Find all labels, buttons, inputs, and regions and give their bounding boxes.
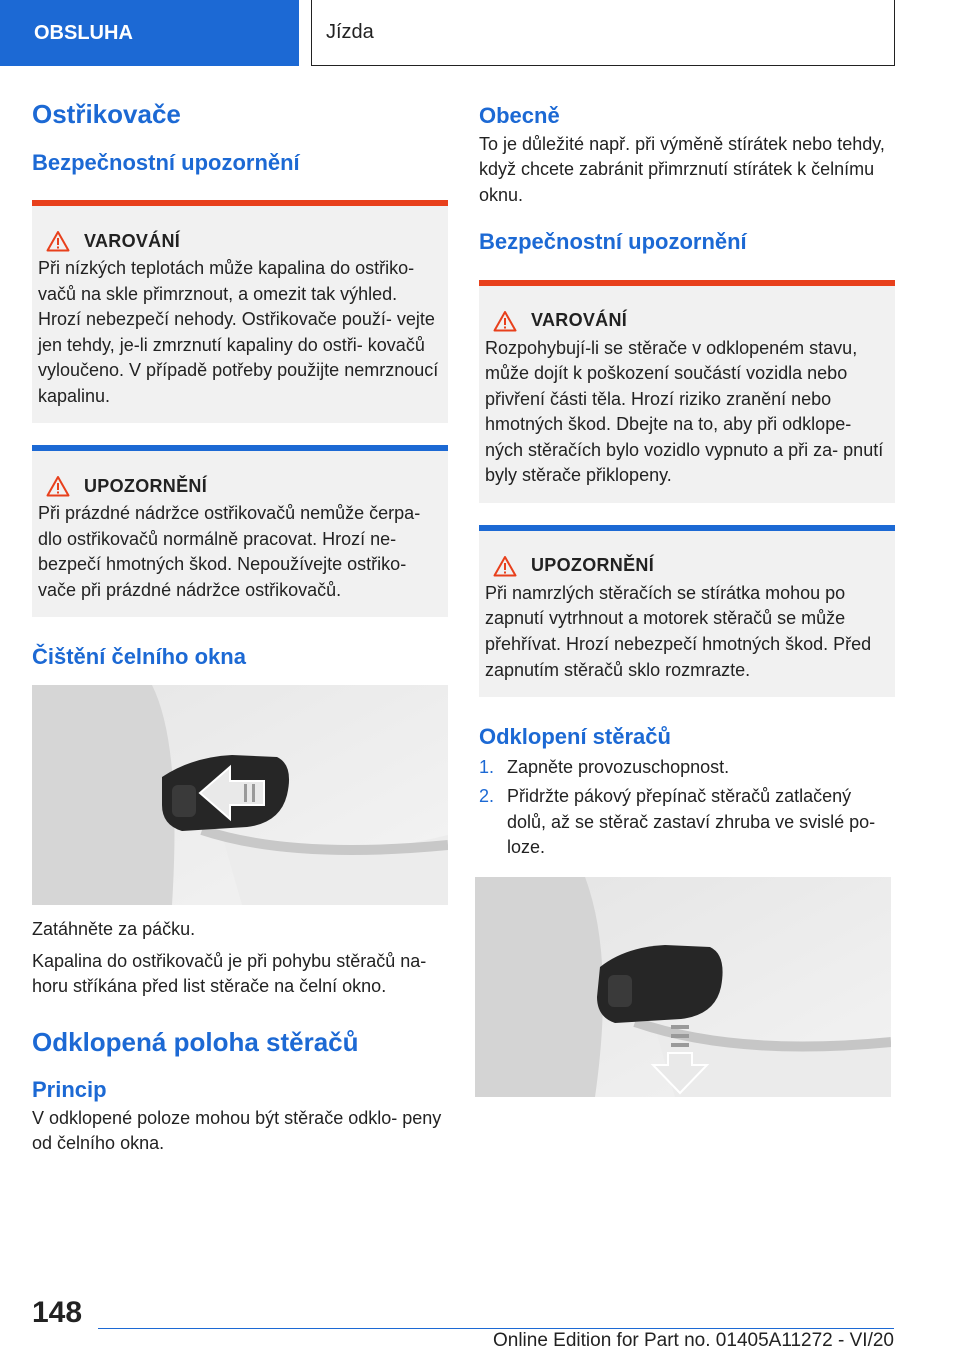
warning-triangle-icon [46,475,70,497]
warning-title-text: VAROVÁNÍ [531,310,628,331]
warning-box-right [479,280,895,503]
fold-steps-list [479,755,895,861]
general-heading: Obecně [479,103,560,128]
step-number: 1. [479,756,495,777]
list-item [479,755,895,781]
notice-title-text: UPOZORNĚNÍ [531,555,655,576]
warning-title-left [38,230,442,252]
safety-heading-left: Bezpečnostní upozornění [32,149,300,175]
warning-text-right: Rozpohybují-li se stěrače v odklopeném stavu, může dojít k poškození součástí vozidla nebo přivření části těla. Hrozí riziko zranění nebo hmotných škod. Dbejte na to, aby při odklope- ných stěračích bylo vozidlo vypnuto a při za- pnutí byly stěrače přiklopeny. [485,337,884,486]
step-number: 2. [479,786,495,807]
notice-box-right [479,525,895,697]
notice-text-right: Při namrzlých stěračích se stírátka mohou po zapnutí vytrhnout a motorek stěračů se může přehřívat. Hrozí nebezpečí hmotných škod. Před zapnutím stěračů sklo rozmrazte. [485,582,872,680]
principle-heading: Princip [32,1077,107,1103]
chapter-tab[interactable]: Jízda [311,0,895,66]
notice-title-left [38,475,442,497]
notice-title-right [485,555,889,577]
left-column [32,98,448,1163]
page-number: 148 [32,1296,83,1329]
step-text: Přidržte pákový přepínač stěračů zatlačený dolů, až se stěrač zastaví zhruba ve svislé po- loze. [507,786,876,858]
warning-text-left: Při nízkých teplotách může kapalina do ostřiko- vačů na skle přimrznout, a omezit tak výhled. Hrozí nebezpečí nehody. Ostřikovače použí- vejte jen tehdy, je-li zmrznutí kapaliny do ostři- kovačů vyloučeno. V případě potřeby použijte nemrznoucí kapalinu. [38,258,439,406]
clean-description: Kapalina do ostřikovačů je při pohybu stěračů na- horu stříkána před list stěrače na čelní okno. [32,950,427,997]
warning-triangle-icon [46,230,70,252]
folded-position-title: Odklopená poloha stěračů [32,1026,359,1057]
footer-divider [98,1328,894,1329]
page-header [0,0,960,66]
warning-triangle-icon [493,555,517,577]
general-text: To je důležité např. při výměně stírátek nebo tehdy, když chcete zabránit přimrznutí stírátek k čelnímu oknu. [479,133,885,205]
warning-box-left [32,200,448,423]
clean-instruction: Zatáhněte za páčku. [32,918,196,939]
section-tab[interactable]: OBSLUHA [0,0,299,66]
warning-title-text: VAROVÁNÍ [84,230,181,251]
notice-box-left [32,445,448,617]
section-title-washers: Ostřikovače [32,99,181,129]
warning-triangle-icon [493,310,517,332]
principle-text: V odklopené poloze mohou být stěrače odklo- peny od čelního okna. [32,1107,442,1154]
fold-wipers-heading: Odklopení stěračů [479,724,671,750]
right-column [479,102,895,1109]
notice-text-left: Při prázdné nádržce ostřikovačů nemůže čerpa- dlo ostřikovačů normálně pracovat. Hrozí ne- bezpečí hmotných škod. Nepoužívejte ostřiko- vače při prázdné nádržce ostřikovačů. [38,503,421,600]
notice-title-text: UPOZORNĚNÍ [84,475,208,496]
wiper-lever-push-image [475,877,891,1097]
wiper-lever-pull-image [32,685,448,905]
step-text: Zapněte provozuschopnost. [507,756,730,777]
safety-heading-right: Bezpečnostní upozornění [479,229,747,255]
warning-title-right [485,310,889,332]
list-item [479,784,895,861]
clean-windshield-heading: Čištění čelního okna [32,644,246,670]
edition-note: Online Edition for Part no. 01405A11272 - VI/20 [492,1330,894,1351]
